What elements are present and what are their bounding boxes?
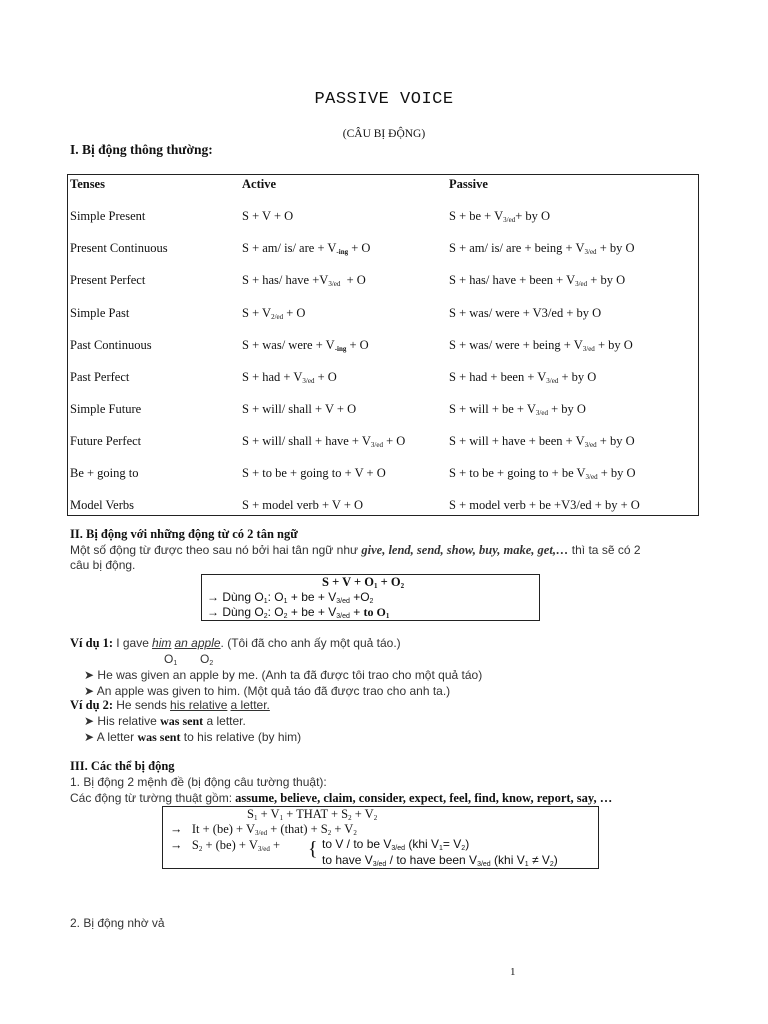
- bullet-arrow-icon: ➤: [84, 714, 95, 728]
- table-row: [68, 209, 698, 229]
- arrow-icon: →: [207, 590, 219, 604]
- active-formula: S + will/ shall + have + $V_{3/ed} + O$: [242, 434, 406, 449]
- bullet-bold-text: was sent: [160, 714, 204, 728]
- table-row: [68, 338, 698, 358]
- bullet-text: A letter: [96, 730, 135, 744]
- passive-formula: S + be + $V_{3/ed}+$ by O: [449, 209, 551, 224]
- object-1: his relative: [170, 698, 228, 712]
- example-label: Ví dụ 1:: [70, 636, 114, 650]
- example-1: [70, 636, 401, 651]
- passive-formula: S + will + be + $V_{3/ed}$ + by O: [449, 402, 586, 417]
- table-row: [68, 241, 698, 261]
- reporting-intro: Các động từ tường thuật gồm:: [70, 791, 233, 805]
- section-2-intro: [70, 543, 641, 558]
- object-2: a letter.: [230, 698, 270, 712]
- list-item: [84, 668, 482, 682]
- example-2: [70, 698, 270, 713]
- active-formula: S + V + O: [242, 209, 294, 223]
- passive-formula: S + to be + going to + be $V_{3/ed}$ + by O: [449, 466, 636, 481]
- page-title: PASSIVE VOICE: [314, 90, 454, 109]
- formula-use-o2: → Dùng $O_2$: $O_2$ + be + $V_{3/ed}$ + to $O_1$: [207, 605, 390, 620]
- active-formula: S + will/ shall + V + O: [242, 402, 357, 416]
- intro-text: Một số động từ được theo sau nó bởi hai tân ngữ như: [70, 543, 359, 557]
- table-row: [68, 498, 698, 518]
- bullet-text-end: a letter.: [206, 714, 246, 728]
- active-formula: $S + V_{2/ed} + O$: [242, 306, 306, 321]
- active-formula: S + had + $V_{3/ed} + O$: [242, 370, 337, 385]
- list-item: [84, 714, 246, 729]
- bullet-text: His relative: [97, 714, 157, 728]
- bullet-arrow-icon: ➤: [84, 684, 95, 698]
- formula-active: $S + V + O_1 + O_2$: [322, 575, 405, 590]
- page-number: 1: [510, 966, 516, 978]
- passive-formula: S + am/ is/ are + being + $V_{3/ed}$ + by O: [449, 241, 635, 256]
- object-1: him: [152, 636, 172, 650]
- example-label: Ví dụ 2:: [70, 698, 114, 712]
- formula-option-to-have: to have $V_{3/ed}$ / to have been $V_{3/ed}$ (khi $V_1 \ne V_2$): [322, 853, 558, 868]
- table-row: [68, 402, 698, 422]
- reporting-verbs-line: [70, 791, 612, 806]
- tenses-table: [67, 174, 699, 516]
- example-translation: . (Tôi đã cho anh ấy một quả táo.): [220, 636, 401, 650]
- formula-box-reporting: [162, 806, 599, 869]
- tense-name: Past Continuous: [70, 338, 152, 352]
- section-1-heading: I. Bị động thông thường:: [70, 142, 213, 157]
- table-row: [68, 370, 698, 390]
- o2-label: $O_2$: [200, 652, 214, 667]
- arrow-icon: →: [170, 822, 183, 836]
- table-row: [68, 466, 698, 486]
- tense-name: Future Perfect: [70, 434, 142, 448]
- formula-reporting-active: $S_1 + V_1$ + THAT + $S_2 + V_2$: [247, 807, 378, 822]
- o1-label: $O_1$: [164, 652, 178, 667]
- bullet-bold-text: was sent: [137, 730, 181, 744]
- formula-box-two-objects: [201, 574, 540, 621]
- passive-formula: S + will + have + been + $V_{3/ed}$ + by O: [449, 434, 635, 449]
- formula-use-o1: → Dùng $O_1$: $O_1$ + be + $V_{3/ed} +O_2$: [207, 590, 374, 605]
- tense-name: Present Continuous: [70, 241, 168, 255]
- bullet-text: He was given an apple by me. (Anh ta đã được tôi trao cho một quả táo): [97, 668, 483, 682]
- tense-name: Simple Present: [70, 209, 146, 223]
- active-formula: S + model verb + V + O: [242, 498, 364, 512]
- arrow-icon: →: [207, 605, 219, 619]
- example-sentence-start: I gave: [116, 636, 149, 650]
- formula-option-to-v: to V / to be $V_{3/ed}$ (khi $V_1= V_2$): [322, 837, 470, 852]
- double-object-verbs: give, lend, send, show, buy, make, get,…: [361, 543, 569, 557]
- list-item: [84, 684, 450, 698]
- formula-reporting-it: → $It + (be) + V_{3/ed}$ + (that) + $S_2 + V_2$: [170, 822, 357, 837]
- table-row: [68, 434, 698, 454]
- section-2-heading: II. Bị động với những động từ có 2 tân ngữ: [70, 527, 298, 541]
- tense-name: Model Verbs: [70, 498, 135, 512]
- active-formula: S + has/ have $+V_{3/ed} + O$: [242, 273, 366, 288]
- bullet-arrow-icon: ➤: [84, 730, 95, 744]
- example-sentence-start: He sends: [116, 698, 167, 712]
- list-item: [84, 730, 301, 745]
- brace-icon: {: [308, 838, 318, 860]
- tense-name: Present Perfect: [70, 273, 146, 287]
- intro-text-end: thì ta sẽ có 2: [571, 543, 641, 557]
- header-passive: Passive: [449, 177, 488, 191]
- formula-reporting-subject: → $S_2 + (be) + V_{3/ed}$ +: [170, 838, 281, 853]
- tense-name: Simple Future: [70, 402, 142, 416]
- section-2-intro-line2: câu bị động.: [70, 558, 136, 572]
- tense-name: Past Perfect: [70, 370, 130, 384]
- header-tenses: Tenses: [70, 177, 105, 191]
- header-active: Active: [242, 177, 277, 191]
- bullet-arrow-icon: ➤: [84, 668, 95, 682]
- active-formula: S + was/ were + $V_{-ing} + O$: [242, 338, 369, 353]
- table-row: [68, 273, 698, 293]
- passive-formula: S + was/ were + being + $V_{3/ed}$ + by O: [449, 338, 633, 353]
- arrow-icon: →: [170, 838, 183, 852]
- section-3-sub-1: 1. Bị động 2 mệnh đề (bị động câu tường thuật):: [70, 775, 327, 789]
- tense-name: Simple Past: [70, 306, 130, 320]
- page-subtitle: (CÂU BỊ ĐỘNG): [342, 128, 426, 140]
- reporting-verbs: assume, believe, claim, consider, expect, feel, find, know, report, say, …: [235, 791, 613, 805]
- bullet-text-end: to his relative (by him): [183, 730, 302, 744]
- passive-formula: S + was/ were + V3/ed + by O: [449, 306, 602, 320]
- tense-name: Be + going to: [70, 466, 139, 480]
- active-formula: S + to be + going to + V + O: [242, 466, 386, 480]
- passive-formula: S + had + been + $V_{3/ed}$ + by O: [449, 370, 597, 385]
- table-row: [68, 306, 698, 326]
- table-header-row: [68, 177, 698, 197]
- bullet-text: An apple was given to him. (Một quả táo đã được trao cho anh ta.): [96, 684, 451, 698]
- passive-formula: S + model verb + be +V3/ed + by + O: [449, 498, 640, 512]
- passive-formula: S + has/ have + been + $V_{3/ed}$ + by O: [449, 273, 626, 288]
- active-formula: S + am/ is/ are + $V_{-ing} + O$: [242, 241, 371, 256]
- section-3-sub-2: 2. Bị động nhờ vả: [70, 916, 165, 930]
- section-3-heading: III. Các thể bị động: [70, 759, 175, 773]
- object-2: an apple: [174, 636, 221, 650]
